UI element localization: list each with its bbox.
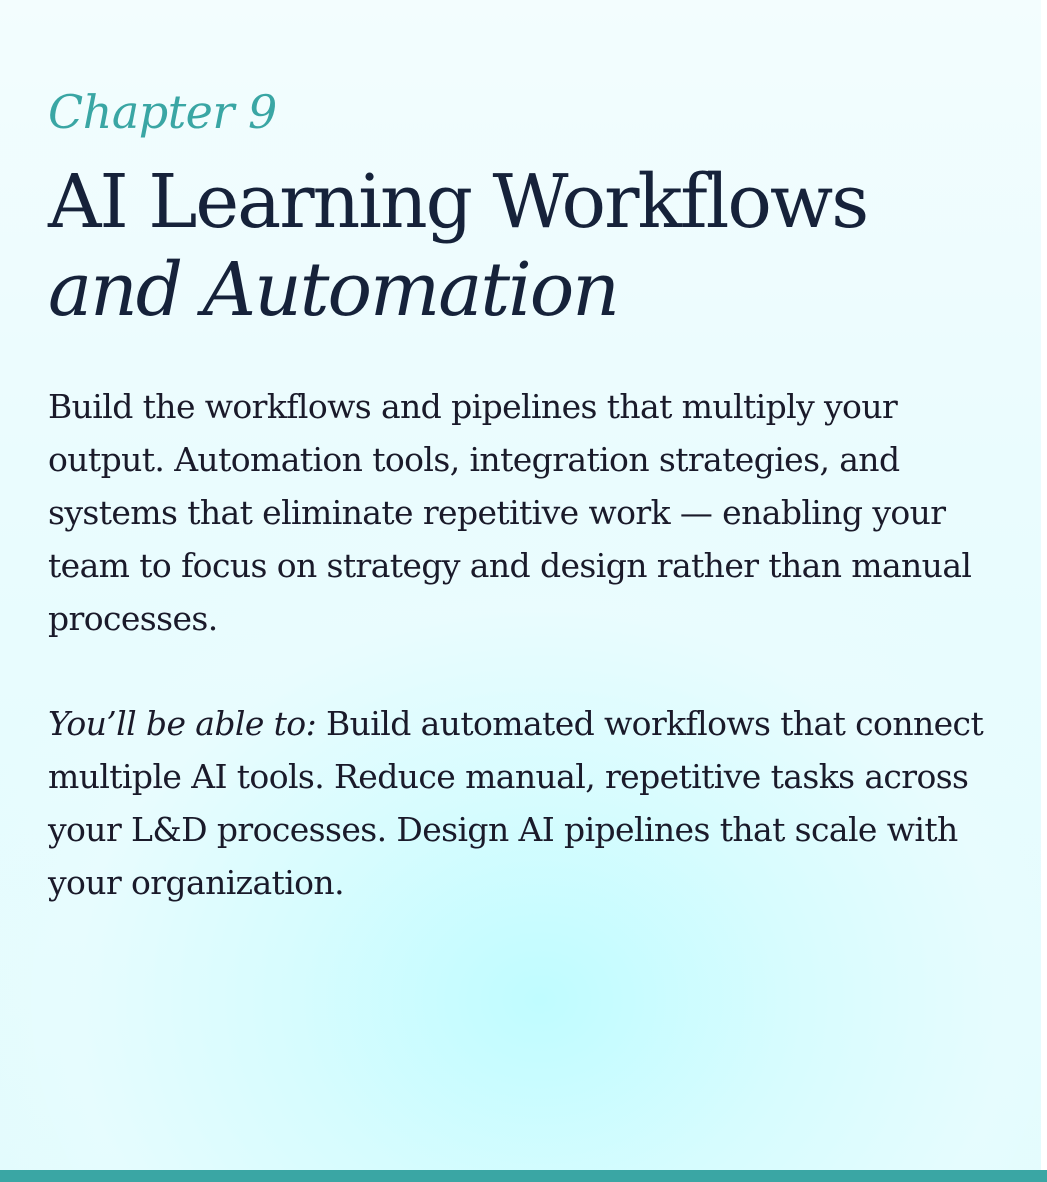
- outcomes-text: Build automated workflows that connect multiple AI tools. Reduce manual, repetitive tasks across your L&D processes. Design AI pipelines that scale with your organization.: [48, 704, 984, 902]
- chapter-description: Build the workflows and pipelines that multiply your output. Automation tools, integration strategies, and systems that eliminate repetitive work — enabling your team to focus on strategy and design rather than manual processes.: [48, 387, 972, 638]
- chapter-content: [48, 76, 1008, 909]
- right-edge-divider: [1041, 0, 1047, 1182]
- chapter-label: Chapter 9: [48, 85, 277, 139]
- chapter-title-line1: AI Learning Workflows: [48, 159, 868, 245]
- bottom-accent-bar: [0, 1170, 1047, 1182]
- chapter-outcomes: [48, 697, 1008, 909]
- chapter-title: [48, 158, 1008, 334]
- chapter-title-line2: and Automation: [48, 247, 618, 333]
- outcomes-lead: You’ll be able to:: [48, 704, 317, 743]
